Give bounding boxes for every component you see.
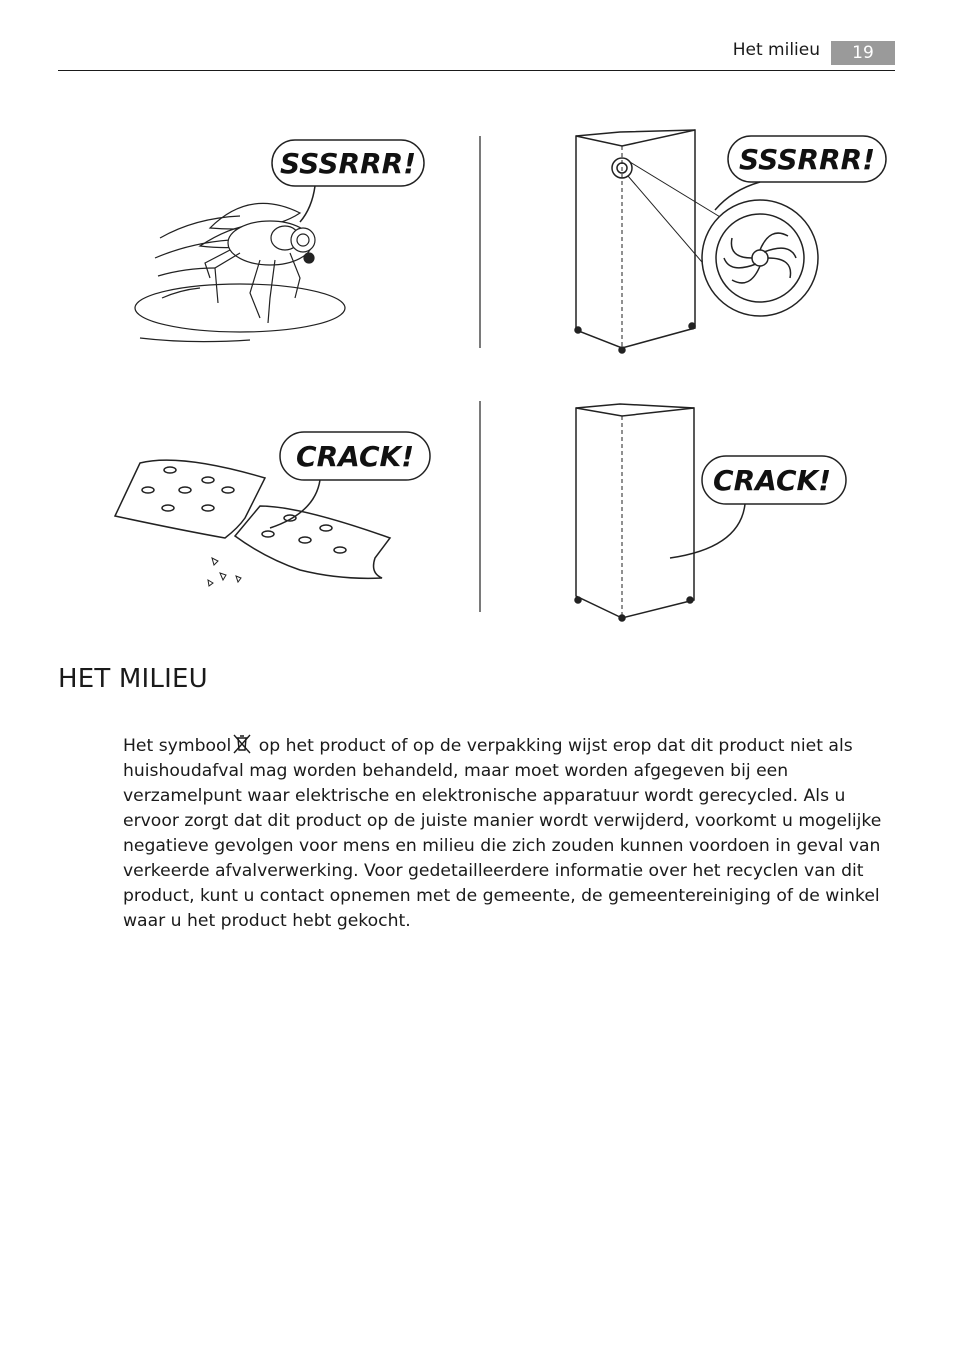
paragraph-body: op het product of op de verpakking wijst erop dat dit product niet als huishoudafval mag worden behandeld, maar moet worden afgegeven bij een verzamelpunt waar elektrische en elektronische apparatuur wordt gerecycled. Als u ervoor zorgt dat dit product op de juiste manier wordt verwijderd, voorkomt u mogelijke negatieve gevolgen voor mens en milieu die zich zouden kunnen voordoen in geval van verkeerde afvalverwerking. Voor gedetailleerdere informatie over het recyclen van dit product, kunt u contact opnemen met de gemeente, de gemeentereiniging of de winkel waar u het product hebt gekocht.: [123, 736, 882, 931]
fly-illustration: [135, 203, 345, 341]
speech-bubble-2: [715, 136, 886, 210]
sound-label-2: SSSRRR!: [739, 143, 875, 176]
page-number: 19: [831, 41, 895, 65]
speech-bubble-4: [670, 456, 846, 558]
sound-label-4: CRACK!: [713, 464, 831, 497]
speech-bubble-1: [272, 140, 424, 222]
sound-label-1: SSSRRR!: [280, 147, 416, 180]
crossed-bin-icon: [233, 734, 251, 754]
sound-label-3: CRACK!: [296, 440, 414, 473]
header-section-label: Het milieu: [732, 40, 820, 60]
environment-paragraph: [123, 734, 895, 934]
header-divider: [58, 70, 895, 71]
section-title: HET MILIEU: [58, 664, 208, 694]
illustration-panel: [100, 118, 920, 628]
paragraph-lead: Het symbool: [123, 736, 232, 756]
freezer-crack-illustration: [575, 404, 694, 621]
